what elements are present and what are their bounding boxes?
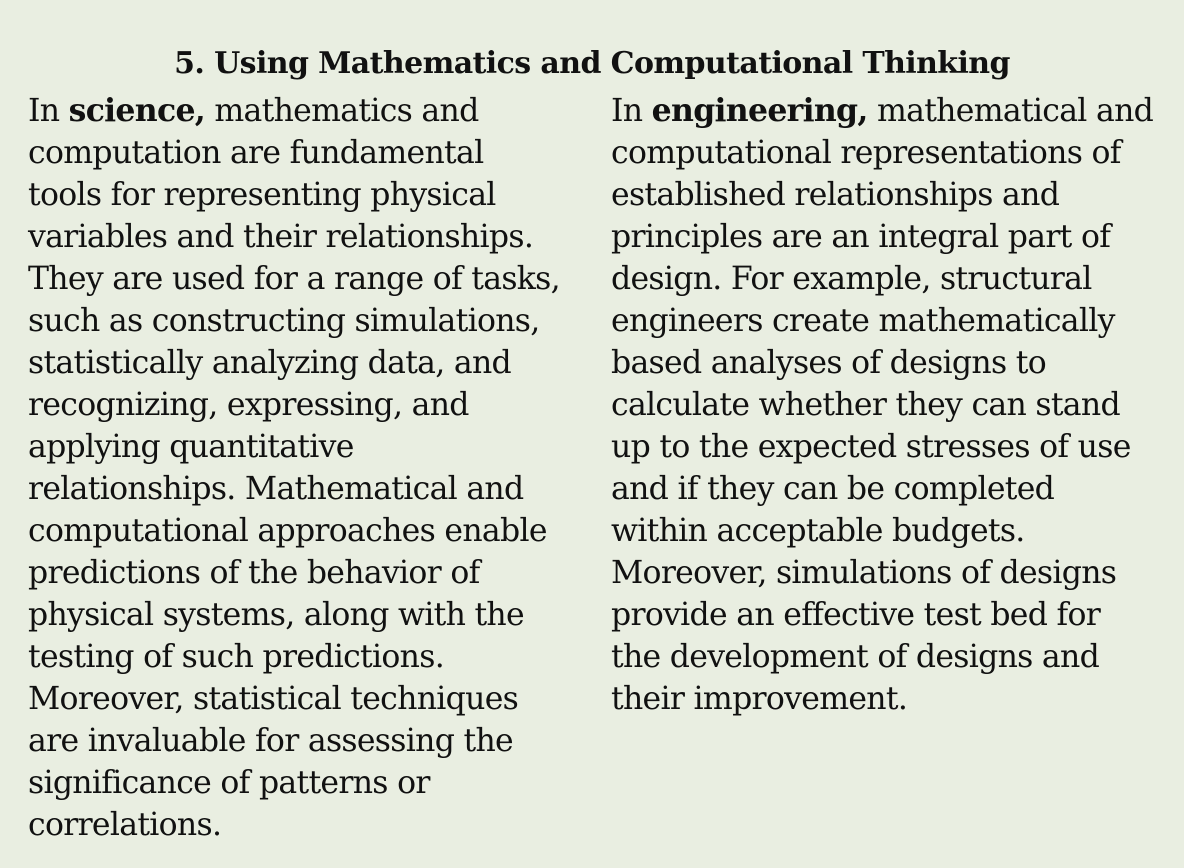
section-title: 5. Using Mathematics and Computational Thinking <box>174 46 1010 82</box>
text-line: the development of designs and <box>611 639 1100 675</box>
text-line: within acceptable budgets. <box>611 513 1025 549</box>
text-line: provide an effective test bed for <box>611 597 1101 633</box>
text-line: design. For example, structural <box>611 261 1092 297</box>
text-line: engineers create mathematically <box>611 303 1115 339</box>
text-line: statistically analyzing data, and <box>28 345 512 381</box>
text-line: physical systems, along with the <box>28 597 524 633</box>
text-line: and if they can be completed <box>611 471 1055 507</box>
science-column <box>28 90 560 846</box>
text-line: recognizing, expressing, and <box>28 387 469 423</box>
text-line: correlations. <box>28 807 222 843</box>
text-line: Moreover, statistical techniques <box>28 681 519 717</box>
science-keyword: science, <box>68 92 206 129</box>
text-line: computation are fundamental <box>28 135 484 171</box>
text-line: based analyses of designs to <box>611 345 1046 381</box>
text-line: predictions of the behavior of <box>28 555 480 591</box>
text-line: variables and their relationships. <box>28 219 534 255</box>
text-line: are invaluable for assessing the <box>28 723 513 759</box>
text-line: established relationships and <box>611 177 1060 213</box>
text-line: calculate whether they can stand <box>611 387 1120 423</box>
engineering-keyword: engineering, <box>651 92 868 129</box>
text-line: significance of patterns or <box>28 765 430 801</box>
text-line: such as constructing simulations, <box>28 303 540 339</box>
text-line: relationships. Mathematical and <box>28 471 524 507</box>
text-line: up to the expected stresses of use <box>611 429 1131 465</box>
text-line: In science, mathematics and <box>28 92 479 129</box>
text-line: testing of such predictions. <box>28 639 445 675</box>
text-line: computational approaches enable <box>28 513 547 549</box>
text-line: their improvement. <box>611 681 908 717</box>
lead-text: In <box>28 93 69 129</box>
text-line: In engineering, mathematical and <box>611 92 1154 129</box>
text-line: Moreover, simulations of designs <box>611 555 1117 591</box>
text-line: tools for representing physical <box>28 177 496 213</box>
text-line: They are used for a range of tasks, <box>28 261 560 297</box>
text-line: principles are an integral part of <box>611 219 1111 255</box>
text-line: computational representations of <box>611 135 1121 171</box>
text-line: applying quantitative <box>28 429 354 465</box>
lead-text: In <box>611 93 652 129</box>
engineering-column <box>611 90 1153 720</box>
